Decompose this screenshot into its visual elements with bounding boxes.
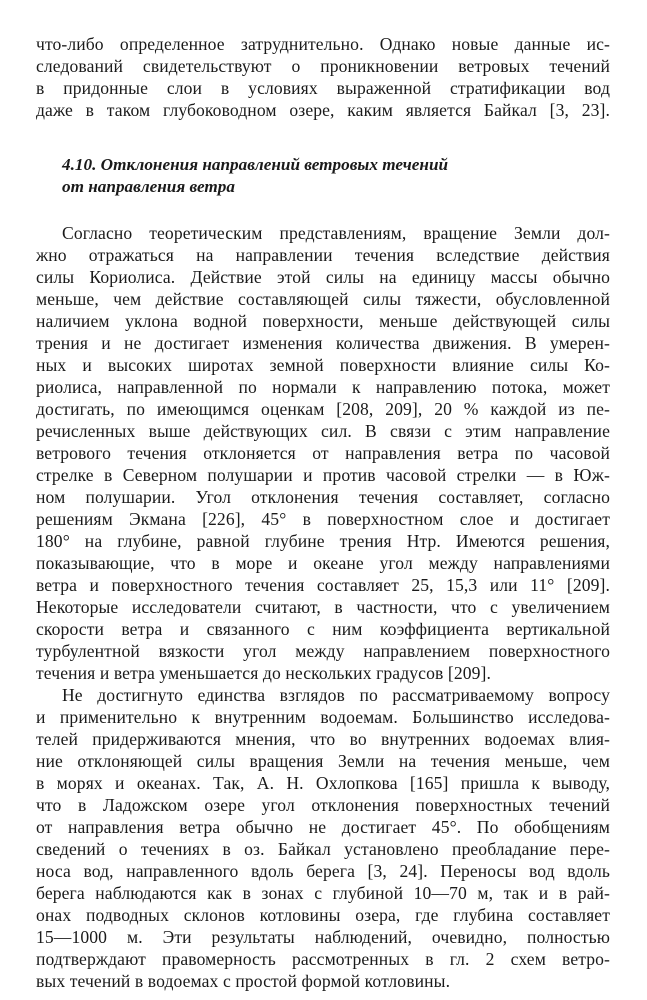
section-heading-line: от направления ветра	[62, 177, 235, 196]
text-line: ных и высоких широтах земной поверхности влияние силы Ко-	[36, 355, 610, 375]
text-line: речисленных выше действующих сил. В связи с этим направление	[36, 421, 610, 441]
text-line: наличием уклона водной поверхности, меньше действующей силы	[36, 311, 610, 331]
text-line: трения и не достигает изменения количества движения. В умерен-	[36, 333, 610, 353]
text-line: в морях и океанах. Так, А. Н. Охлопкова [165] пришла к выводу,	[36, 773, 610, 793]
text-line: турбулентной вязкости угол между направлением поверхностного	[36, 641, 610, 661]
section-heading-line: 4.10. Отклонения направлений ветровых течений	[62, 155, 449, 174]
text-line: от направления ветра обычно не достигает 45°. По обобщениям	[36, 817, 610, 837]
text-line: показывающие, что в море и океане угол между направлениями	[36, 553, 610, 573]
text-line: скорости ветра и связанного с ним коэффициента вертикальной	[36, 619, 610, 639]
text-line: носа вод, направленного вдоль берега [3, 24]. Переносы вод вдоль	[36, 861, 610, 881]
text-line: в придонные слои в условиях выраженной стратификации вод	[36, 78, 610, 98]
text-line: сведений о течениях в оз. Байкал установлено преобладание пере-	[36, 839, 610, 859]
text-line: ветрового течения отклоняется от направления ветра по часовой	[36, 443, 610, 463]
text-line: 180° на глубине, равной глубине трения Hтр. Имеются решения,	[36, 531, 610, 551]
text-line: жно отражаться на направлении течения вследствие действия	[36, 245, 610, 265]
text-line: риолиса, направленной по нормали к направлению потока, может	[36, 377, 610, 397]
text-line: меньше, чем действие составляющей силы тяжести, обусловленной	[36, 289, 610, 309]
text-line: решениям Экмана [226], 45° в поверхностном слое и достигает	[36, 509, 610, 529]
text-line: телей придерживаются мнения, что во внутренних водоемах влия-	[36, 729, 610, 749]
text-line: стрелке в Северном полушарии и против часовой стрелки — в Юж-	[36, 465, 610, 485]
text-line: ветра и поверхностного течения составляет 25, 15,3 или 11° [209].	[36, 575, 610, 595]
text-line: берега наблюдаются как в зонах с глубиной 10—70 м, так и в рай-	[36, 883, 610, 903]
text-line: онах подводных склонов котловины озера, где глубина составляет	[36, 905, 610, 925]
text-line: Некоторые исследователи считают, в частности, что с увеличением	[36, 597, 610, 617]
paragraph-last-line: течения и ветра уменьшается до нескольких градусов [209].	[36, 663, 491, 683]
text-line: и применительно к внутренним водоемам. Большинство исследова-	[36, 707, 610, 727]
text-line: что в Ладожском озере угол отклонения поверхностных течений	[36, 795, 610, 815]
text-line: подтверждают правомерность рассмотренных в гл. 2 схем ветро-	[36, 949, 610, 969]
text-line: ном полушарии. Угол отклонения течения составляет, согласно	[36, 487, 610, 507]
text-line: 15—1000 м. Эти результаты наблюдений, очевидно, полностью	[36, 927, 610, 947]
paragraph-first-line: Не достигнуто единства взглядов по рассматриваемому вопросу	[62, 685, 610, 705]
paragraph-last-line: вых течений в водоемах с простой формой котловины.	[36, 971, 451, 991]
text-line: следований свидетельствуют о проникновении ветровых течений	[36, 56, 610, 76]
text-line: ние отклоняющей силы вращения Земли на течения меньше, чем	[36, 751, 610, 771]
text-line: достигать, по имеющимся оценкам [208, 209], 20 % каждой из пе-	[36, 399, 610, 419]
text-line: даже в таком глубоководном озере, каким является Байкал [3, 23].	[36, 100, 610, 120]
text-line: что-либо определенное затруднительно. Однако новые данные ис-	[36, 34, 610, 54]
text-line: силы Кориолиса. Действие этой силы на единицу массы обычно	[36, 267, 610, 287]
paragraph-first-line: Согласно теоретическим представлениям, вращение Земли дол-	[62, 223, 610, 243]
